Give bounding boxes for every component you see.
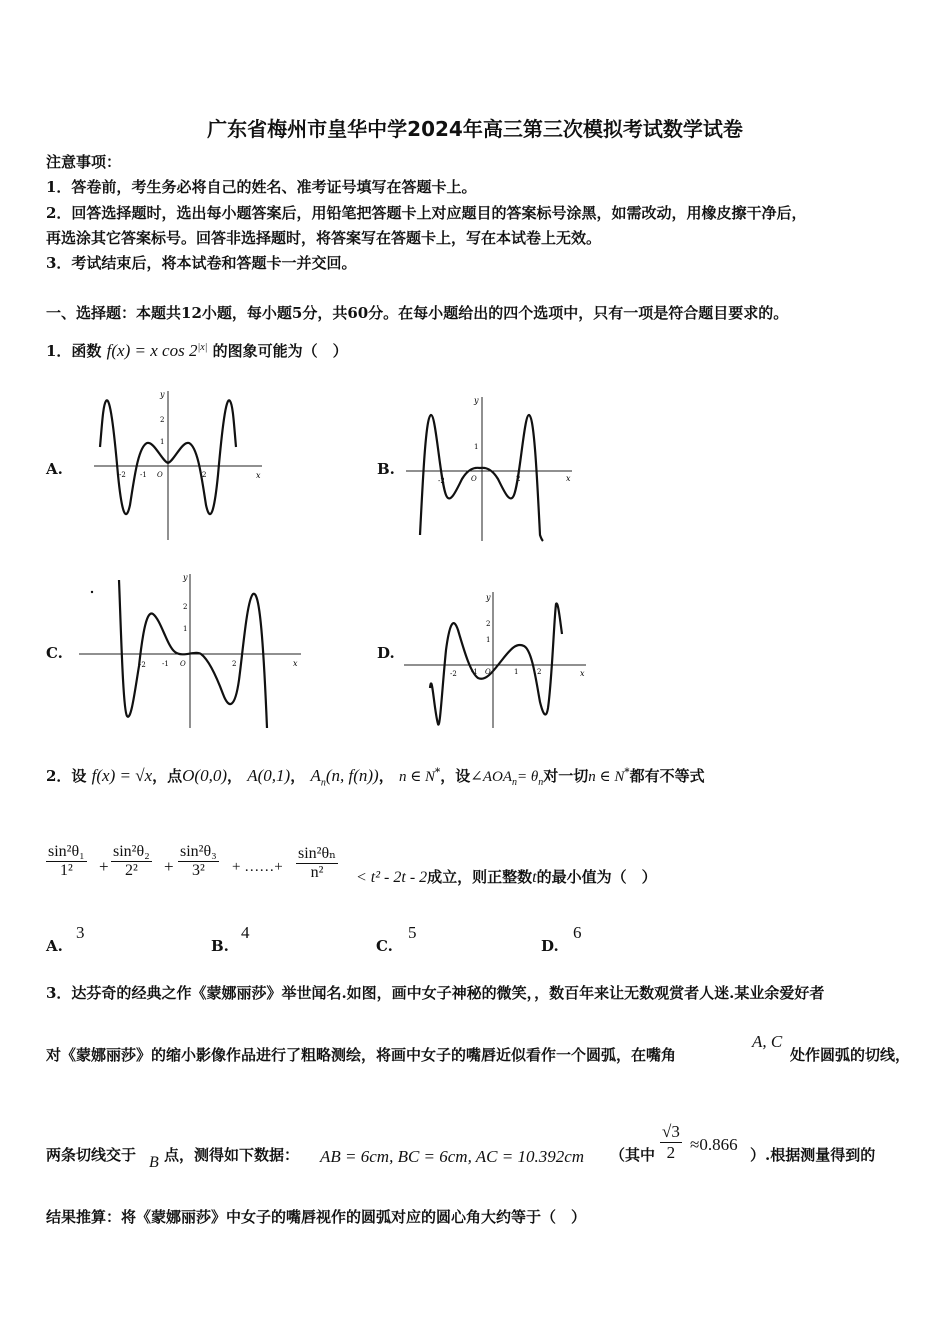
q2-f: f(x) = √x — [91, 766, 153, 785]
svg-text:1: 1 — [514, 668, 519, 676]
q3-sqrt3-over-2: $\frac{√3}{2}$ — [662, 1122, 680, 1162]
question-3-line-3b: 点，测得如下数据： — [164, 1146, 300, 1164]
svg-text:O: O — [471, 475, 477, 483]
q2-option-b-value: 4 — [241, 923, 250, 942]
svg-text:1: 1 — [486, 636, 491, 644]
notice-heading: 注意事项： — [46, 153, 122, 171]
q1-option-d-label: D. — [377, 644, 395, 662]
q1-prefix: 1．函数 — [46, 342, 102, 360]
svg-text:2: 2 — [183, 603, 188, 611]
svg-text:-2: -2 — [438, 477, 445, 485]
question-3-line-2b: 处作圆弧的切线， — [790, 1046, 911, 1064]
q2-option-b-label: B. — [211, 937, 229, 955]
svg-text:y: y — [474, 396, 479, 405]
svg-text:1: 1 — [183, 625, 188, 633]
series-term-1: $\frac{\text{sin²θ₁}}{\text{1²}}$ — [48, 843, 85, 879]
question-3-line-2a: 对《蒙娜丽莎》的缩小影像作品进行了粗略测绘，将画中女子的嘴唇近似看作一个圆弧，在嘴角 — [46, 1046, 677, 1064]
svg-text:y: y — [183, 573, 188, 582]
q2-angle-rhs: = θ — [517, 769, 539, 785]
q2-p2: ，设 — [440, 767, 471, 785]
q2-p3: 对一切 — [543, 767, 589, 785]
question-3-line-1: 3．达芬奇的经典之作《蒙娜丽莎》举世闻名.如图，画中女子神秘的微笑，，数百年来让无数观赏者人迷.某业余爱好者 — [46, 984, 825, 1002]
q2-prefix: 2．设 — [46, 767, 87, 785]
section-heading: 一、选择题：本题共12小题，每小题5分，共60分。在每小题给出的四个选项中，只有一项是符合题目要求的。 — [46, 304, 789, 322]
series-dots: + ……+ — [232, 859, 283, 875]
series-term-n: $\frac{\text{sin²θₙ}}{\text{n²}}$ — [298, 845, 337, 881]
question-3-line-3a: 两条切线交于 — [46, 1146, 137, 1164]
notice-item: 2．回答选择题时，选出每小题答案后，用铅笔把答题卡上对应题目的答案标号涂黑，如需改动，用橡皮擦干净后， — [46, 204, 807, 222]
q2-option-a-label: A. — [46, 937, 63, 955]
q2-n-in-n: n ∈ N — [398, 769, 436, 785]
q2-point-a: A(0,1) — [247, 766, 291, 785]
svg-text:-1: -1 — [140, 471, 147, 479]
series-term-2: $\frac{\text{sin²θ₂}}{\text{2²}}$ — [113, 843, 150, 879]
svg-text:2: 2 — [202, 471, 207, 479]
notice-item: 1．答卷前，考生务必将自己的姓名、准考证号填写在答题卡上。 — [46, 178, 477, 196]
question-1-stem — [46, 338, 348, 361]
q2-p1: ，点 — [152, 767, 183, 785]
q2-tail2: 的最小值为（ ） — [536, 868, 657, 886]
svg-text:y: y — [160, 390, 165, 399]
svg-text:-1: -1 — [162, 660, 169, 668]
q2-option-d-value: 6 — [573, 923, 582, 942]
q3-b: B — [149, 1154, 159, 1171]
q2-option-c-value: 5 — [408, 923, 417, 942]
q2-n-in-n-2: n ∈ N — [588, 769, 625, 785]
svg-text:-1: -1 — [471, 668, 478, 676]
svg-text:1: 1 — [474, 443, 479, 451]
svg-text:x: x — [566, 474, 571, 483]
graph-d — [400, 590, 590, 735]
svg-text:-2: -2 — [450, 670, 457, 678]
q3-ac: A, C — [752, 1032, 783, 1051]
graph-c — [75, 570, 305, 730]
q2-option-a-value: 3 — [76, 923, 85, 942]
q3-approx: ≈0.866 — [690, 1135, 738, 1154]
q2-t: t — [532, 869, 537, 886]
q2-point-o: O(0,0) — [182, 766, 227, 785]
svg-text:1: 1 — [160, 438, 165, 446]
q3-data: AB = 6cm, BC = 6cm, AC = 10.392cm — [320, 1147, 585, 1166]
svg-text:O: O — [485, 668, 491, 676]
graph-a — [90, 385, 270, 545]
q2-tail1: 成立，则正整数 — [427, 868, 533, 886]
q1-suffix: 的图象可能为（ ） — [212, 342, 348, 360]
q2-p4: 都有不等式 — [629, 767, 705, 785]
notice-item: 再选涂其它答案标号。回答非选择题时，将答案写在答题卡上，写在本试卷上无效。 — [46, 229, 602, 247]
svg-text:-2: -2 — [139, 661, 146, 669]
q2-point-an: $A_n(n$, f(n)) — [310, 766, 379, 789]
question-2-stem: 2．设 f(x) = √x，点O(0,0)， A(0,1)， $A_n(n$, f(n))， n ∈ N*，设$\angle AOA_n= \theta_n$对一切n ∈ N*都有不等式 — [46, 766, 705, 789]
svg-text:2: 2 — [516, 475, 521, 483]
q3-paren-open: （其中 — [610, 1146, 656, 1164]
q1-formula: f(x) = x cos 2 — [106, 341, 198, 360]
q2-option-c-label: C. — [376, 937, 393, 955]
svg-text:x: x — [256, 471, 261, 480]
q1-formula-exp: |x| — [197, 342, 208, 353]
q2-option-d-label: D. — [541, 937, 559, 955]
q2-inequality-line — [356, 867, 657, 888]
svg-text:2: 2 — [160, 416, 165, 424]
graph-b — [400, 395, 580, 545]
svg-text:x: x — [580, 669, 585, 678]
svg-text:O: O — [157, 471, 163, 479]
svg-text:y: y — [486, 593, 491, 602]
svg-text:-2: -2 — [119, 471, 126, 479]
svg-text:O: O — [180, 660, 186, 668]
q2-angle: ∠AOA — [470, 769, 513, 785]
question-3-line-3c: ）.根据测量得到的 — [750, 1146, 876, 1164]
page-title: 广东省梅州市皇华中学2024年高三第三次模拟考试数学试卷 — [207, 117, 743, 141]
q1-option-b-label: B. — [377, 460, 395, 478]
q2-ineq: < t² - 2t - 2 — [356, 869, 428, 886]
question-3-line-4: 结果推算：将《蒙娜丽莎》中女子的嘴唇视作的圆弧对应的圆心角大约等于（ ） — [46, 1208, 587, 1226]
svg-text:2: 2 — [486, 620, 491, 628]
svg-text:x: x — [293, 659, 298, 668]
q1-option-c-label: C. — [46, 644, 63, 662]
notice-item: 3．考试结束后，将本试卷和答题卡一并交回。 — [46, 254, 357, 272]
svg-text:2: 2 — [232, 660, 237, 668]
q1-option-a-label: A. — [46, 460, 63, 478]
series-term-3: $\frac{\text{sin²θ₃}}{\text{3²}}$ — [180, 843, 217, 879]
svg-text:2: 2 — [537, 668, 542, 676]
